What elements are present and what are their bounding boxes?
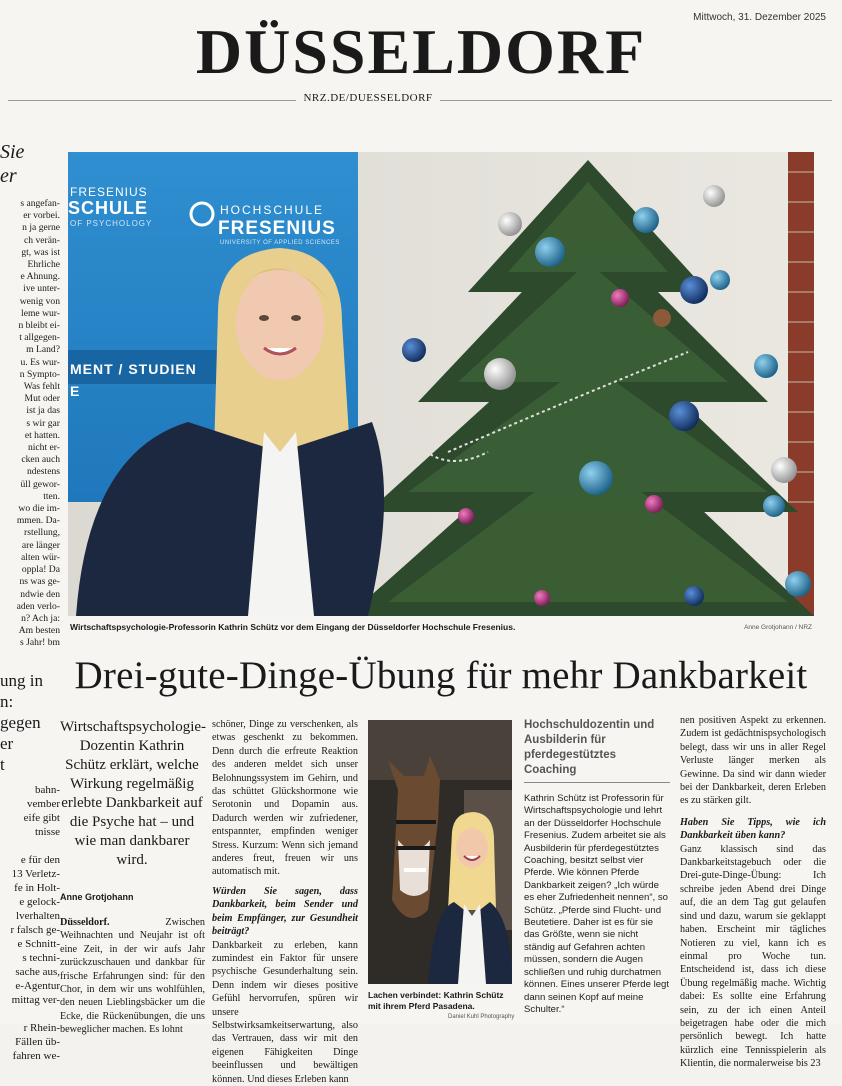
text-line: n Sympto- xyxy=(19,368,60,380)
article-paragraph xyxy=(60,916,205,1037)
horse-photo-caption: Lachen verbindet: Kathrin Schütz mit ihrem Pferd Pasadena. xyxy=(368,990,504,1011)
text-line: wo die im- xyxy=(18,503,60,515)
text-line: wenig von xyxy=(19,295,60,307)
text-line: Ehrliche xyxy=(27,259,60,271)
dateline: Düsseldorf. xyxy=(60,917,110,928)
adjacent-headline xyxy=(0,140,60,188)
article-column-2 xyxy=(212,718,358,1086)
text-line: bahn- xyxy=(34,783,60,796)
text-line: tnisse xyxy=(34,825,60,838)
text-line: e-Agentur xyxy=(15,979,60,992)
adjacent-body-text xyxy=(0,198,60,650)
text-line: üll gewor- xyxy=(20,478,60,490)
article-headline: Drei-gute-Dinge-Übung für mehr Dankbarkeit xyxy=(74,654,808,697)
text-line: lverhalten xyxy=(16,909,60,922)
text-line: Was fehlt xyxy=(23,381,60,393)
text-line: 13 Verletz- xyxy=(11,867,60,880)
text-line: nicht er- xyxy=(27,442,60,454)
text-line: er xyxy=(0,733,14,753)
masthead-rule-right xyxy=(440,100,832,101)
interview-question: Haben Sie Tipps, wie ich Dankbarkeit üben kann? xyxy=(680,816,826,842)
text-line: fe in Holt- xyxy=(14,881,60,894)
sign-text: E xyxy=(70,383,80,399)
info-box-text: Kathrin Schütz ist Professorin für Wirtschaftspsychologie und lehrt an der Düsseldorfer Hochschule Fresenius. Zudem arbeitet sie als Ausbilderin für pferdegestütztes Coaching, besitzt selbst vier Pferde. Wie können Pferde Dankbarkeit zeigen? „Ich würde es eher Zufriedenheit nennen“, so Schütz. „Pferde sind Flucht- und Beutetiere. Daher ist es für sie das Größte, wenn sie nicht ständig auf Gefahren achten müssen, sondern die Augen schließen und ruhig durchatmen können. Eines unserer Pferde legt dann seinen Kopf auf meine Schulter.“ xyxy=(524,793,670,1015)
text-line: n bleibt ei- xyxy=(18,320,60,332)
text-line: ch verän- xyxy=(24,234,60,246)
text-line: mittag ver- xyxy=(11,993,60,1006)
sign-text: OF PSYCHOLOGY xyxy=(70,219,153,228)
text-line: er vorbei. xyxy=(23,210,60,222)
text-line: et hatten. xyxy=(24,429,60,441)
text-line: ist ja das xyxy=(26,405,60,417)
issue-date: Mittwoch, 31. Dezember 2025 xyxy=(693,12,826,23)
text-line: eife gibt xyxy=(23,811,60,824)
text-line: s techni- xyxy=(22,951,60,964)
text-line: fahren we- xyxy=(12,1049,60,1062)
text-line: Fällen üb- xyxy=(15,1035,60,1048)
text-line: vember xyxy=(27,797,60,810)
text-line: e für den xyxy=(20,853,60,866)
text-line: mmen. Da- xyxy=(16,515,60,527)
photo-caption: Wirtschaftspsychologie-Professorin Kathrin Schütz vor dem Eingang der Düsseldorfer Hochschule Fresenius. xyxy=(70,622,516,632)
sign-text: FRESENIUS xyxy=(218,218,336,239)
article-teaser: Wirtschaftspsychologie-Dozentin Kathrin Schütz erklärt, welche Wirkung regelmäßig erlebte Dankbarkeit auf die Psyche hat – und wie man dankbarer wird. xyxy=(60,719,207,868)
article-author: Anne Grotjohann xyxy=(60,892,134,902)
text-line: Mut oder xyxy=(24,393,60,405)
text-line: t allgegen- xyxy=(19,332,60,344)
masthead-rule-left xyxy=(8,100,296,101)
sign-text: UNIVERSITY OF APPLIED SCIENCES xyxy=(220,240,340,246)
info-box xyxy=(524,718,670,1016)
text-line: ndestens xyxy=(26,466,60,478)
adjacent-body-text-2 xyxy=(0,783,60,1063)
text-line: s angefan- xyxy=(20,198,60,209)
sign-text: SCHULE xyxy=(68,198,149,218)
adjacent-headline-line: er xyxy=(0,165,17,187)
text-line: s Jahr! bm xyxy=(20,637,60,649)
text-line: u. Es wur- xyxy=(20,356,60,368)
article-paragraph: nen positiven Aspekt zu erkennen. Zudem ist gedächtnispsychologisch belegt, dass wir uns in aller Regel Verluste länger merken als Gewinne. Da sind wir dann wieder bei der Dankbarkeit, deren Erleben es zu stärken gilt. xyxy=(680,715,826,807)
text-line: r falsch ge- xyxy=(10,923,60,936)
horse-photo xyxy=(368,720,512,984)
text-line: m Land? xyxy=(26,344,60,356)
sign-text: MENT / STUDIEN xyxy=(70,361,197,377)
sign-text: FRESENIUS xyxy=(70,185,148,199)
text-line: r Rhein- xyxy=(23,1021,60,1034)
text-line: ns was ge- xyxy=(19,576,60,588)
text-line: n ja gerne xyxy=(22,222,60,234)
text-line: leme wur- xyxy=(21,307,60,319)
article-paragraph: schöner, Dinge zu verschenken, als etwas geschenkt zu bekommen. Denn durch die erfreute Reaktion des anderen meldet sich unser Belohnungssystem im Gehirn, und das schüttet Glückshormone wie Serotonin und Dopamin aus. Dadurch werden wir zufriedener, entspannter, empfinden weniger Stress. Kurzum: Wenn sich jemand anderes freut, freuen wir uns automatisch mit. xyxy=(212,719,358,878)
article-column-1 xyxy=(60,916,205,1037)
text-line: s wir gar xyxy=(26,417,60,429)
article-column-4 xyxy=(680,714,826,1071)
text-line: oppla! Da xyxy=(21,564,60,576)
adjacent-article-cutoff xyxy=(0,140,60,1062)
text-line: rstellung, xyxy=(24,527,60,539)
text-line: n: xyxy=(0,691,14,711)
text-line: are länger xyxy=(21,539,60,551)
interview-question: Würden Sie sagen, dass Dankbarkeit, beim Sender und beim Empfänger, zur Gesundheit beiträgt? xyxy=(212,885,358,938)
text-line: ive unter- xyxy=(23,283,60,295)
sign-text: HOCHSCHULE xyxy=(220,203,325,217)
article-paragraph: Ganz klassisch sind das Dankbarkeitstagebuch oder die Drei-gute-Dinge-Übung: Ich schreibe jeden Abend drei Dinge auf, die an dem Tag gut gelaufen sind und dazu, warum sie geklappt haben. Erscheint mir tägliches Notieren zu viel, kann ich es einmal pro Woche tun. Entscheidend ist, dass ich diese Übung regelmäßig mache. Wichtig dabei: Es sollte eine Erfahrung sein, zu der ich einen Anteil beigetragen habe oder die mich persönlich bewegt. Ich hatte kürzlich eine Tennisspielerin als Klientin, die normalerweise bis 23 xyxy=(680,843,826,1070)
adjacent-headline-line: Sie xyxy=(0,141,25,163)
text-line: ung in xyxy=(0,670,43,690)
text-line: ndwie den xyxy=(20,588,60,600)
horse-photo-illustration xyxy=(368,720,512,984)
paragraph-text: Zwischen Weihnachten und Neujahr ist oft eine Zeit, in der wir aufs Jahr zurückzuschauen und dankbar für frische Erfahrungen sind: für den Chor, in dem wir uns wohlfühlen, den neuen Lieblingsbäcker um die Ecke, die Rückenübungen, die uns beweglicher machen. Es lohnt xyxy=(60,917,205,1036)
text-line: cken auch xyxy=(21,454,60,466)
main-photo-illustration xyxy=(68,152,814,616)
text-line: aden verlo- xyxy=(16,600,60,612)
text-line: gegen xyxy=(0,712,41,732)
text-line: alten wür- xyxy=(21,551,60,563)
section-masthead: DÜSSELDORF xyxy=(195,16,647,87)
adjacent-headline-2 xyxy=(0,670,60,775)
text-line: t xyxy=(0,754,5,774)
text-line: gt, was ist xyxy=(21,246,60,258)
main-photo xyxy=(68,152,814,616)
section-url: NRZ.DE/DUESSELDORF xyxy=(303,92,433,104)
text-line: sache aus, xyxy=(15,965,60,978)
text-line: n? Ach ja: xyxy=(21,612,60,624)
text-line xyxy=(0,839,60,853)
text-line: e Schnitt- xyxy=(17,937,60,950)
text-line: e Ahnung. xyxy=(20,271,60,283)
horse-photo-credit: Daniel Kuhl Photography xyxy=(448,1014,515,1020)
info-box-heading: Hochschuldozentin und Ausbilderin für pferdegestütztes Coaching xyxy=(524,718,670,783)
text-line: Am besten xyxy=(18,625,60,637)
text-line: tten. xyxy=(43,490,60,502)
photo-credit: Anne Grotjohann / NRZ xyxy=(744,624,812,631)
text-line: e gelock- xyxy=(19,895,60,908)
text-line xyxy=(0,1007,60,1021)
article-paragraph: Dankbarkeit zu erleben, kann zumindest ein Faktor für unsere psychische Gesunderhaltung sein. Denn indem wir dieses positive Gefühl hervorrufen, spüren wir unsere Selbstwirksamkeitserwartung, also das Vertrauen, dass wir mit den eigenen Fähigkeiten Dinge beeinflussen und bewältigen können. Und dieses Erleben kann xyxy=(212,939,358,1085)
